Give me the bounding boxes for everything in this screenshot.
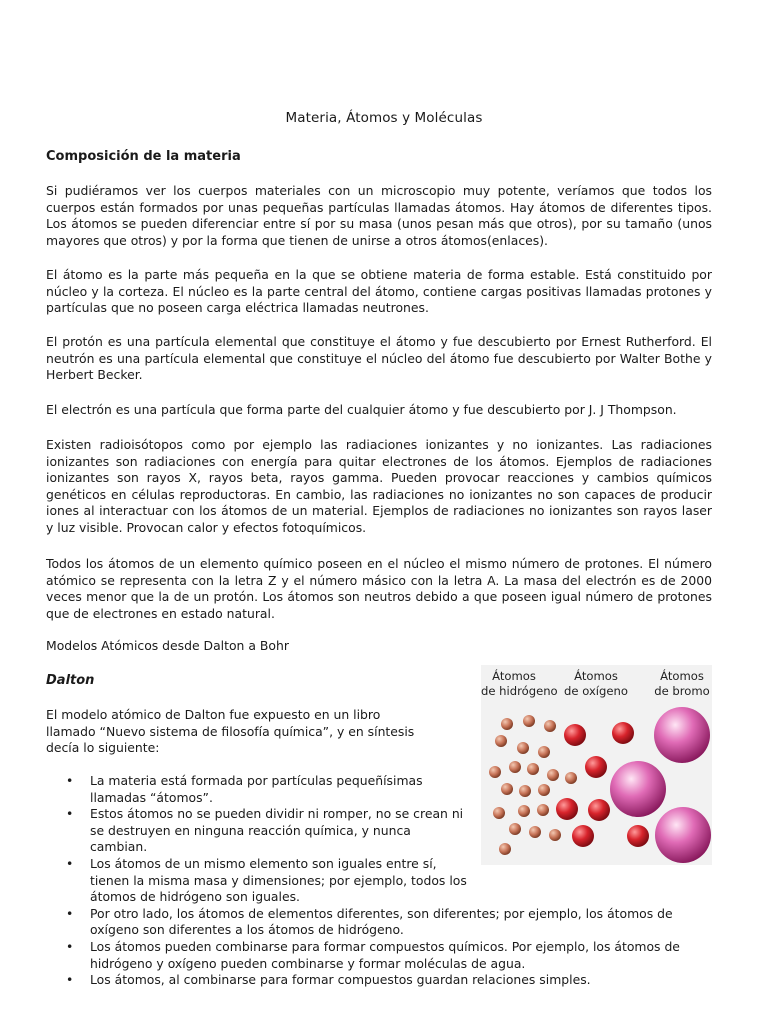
oxygen-label-line1: Átomos — [574, 669, 618, 683]
list-item: • Por otro lado, los átomos de elementos diferentes, son diferentes; por ejemplo, los átomos de oxígeno son diferentes a los átomos de hidrógeno. — [46, 906, 712, 939]
document-title: Materia, Átomos y Moléculas — [285, 110, 483, 126]
hydrogen-atom — [537, 804, 549, 816]
paragraph-radioisotopes: Existen radioisótopos como por ejemplo las radiaciones ionizantes y no ionizantes. Las radiaciones ionizantes son radiaciones con energía para quitar electrones de los átomos. Ejemplos de radiaciones ionizantes son rayos X, rayos beta, rayos gamma. Pueden provocar reacciones y cambios químicos genéticos en células reproductoras. En cambio, las radiaciones no ionizantes no son capaces de producir iones al interactuar con los átomos de un material. Ejemplos de radiaciones no ionizantes son rayos laser y luz visible. Provocan calor y efectos fotoquímicos. — [46, 437, 712, 535]
hydrogen-atom — [509, 761, 521, 773]
hydrogen-atom — [489, 766, 501, 778]
bromine-label-line1: Átomos — [660, 669, 704, 683]
hydrogen-atom — [549, 829, 561, 841]
hydrogen-label-line2: de hidrógeno — [481, 684, 558, 698]
hydrogen-atom — [538, 746, 550, 758]
list-item: • Estos átomos no se pueden dividir ni romper, no se crean ni se destruyen en ninguna reacción química, y nunca cambian. — [46, 806, 468, 856]
bromine-atom — [654, 707, 710, 763]
hydrogen-label-line1: Átomos — [492, 669, 536, 683]
oxygen-atom — [588, 799, 610, 821]
atoms-figure — [481, 665, 712, 865]
oxygen-atom — [612, 722, 634, 744]
hydrogen-atom — [544, 720, 556, 732]
hydrogen-atom — [517, 742, 529, 754]
hydrogen-atom — [501, 783, 513, 795]
hydrogen-atom — [527, 763, 539, 775]
paragraph-electron: El electrón es una partícula que forma parte del cualquier átomo y fue descubierto por J. J Thompson. — [46, 402, 677, 417]
hydrogen-atom — [493, 807, 505, 819]
oxygen-label-line2: de oxígeno — [564, 684, 628, 698]
bromine-label-line2: de bromo — [654, 684, 710, 698]
hydrogen-atom — [501, 718, 513, 730]
paragraph-composition: Si pudiéramos ver los cuerpos materiales con un microscopio muy potente, veríamos que todos los cuerpos están formados por unas pequeñas partículas llamadas átomos. Hay átomos de diferentes tipos. Los átomos se pueden diferenciar entre sí por su masa (unos pesan más que otros), por su tamaño (unos mayores que otros) y por la forma que tienen de unirse a otros átomos(enlaces). — [46, 183, 712, 248]
hydrogen-atom — [538, 784, 550, 796]
list-item: • Los átomos de un mismo elemento son iguales entre sí, tienen la misma masa y dimensiones; por ejemplo, todos los átomos de hidrógeno son iguales. — [46, 856, 468, 906]
bromine-atom — [610, 761, 666, 817]
models-heading: Modelos Atómicos desde Dalton a Bohr — [46, 638, 289, 653]
hydrogen-atom — [518, 805, 530, 817]
oxygen-atom — [556, 798, 578, 820]
oxygen-atom — [585, 756, 607, 778]
hydrogen-atom — [529, 826, 541, 838]
oxygen-atom — [564, 724, 586, 746]
hydrogen-atom — [509, 823, 521, 835]
section-heading: Composición de la materia — [46, 149, 241, 164]
oxygen-atom — [572, 825, 594, 847]
paragraph-proton-neutron: El protón es una partícula elemental que constituye el átomo y fue descubierto por Ernest Rutherford. El neutrón es una partícula elemental que constituye el núcleo del átomo fue descubierto por Walter Bothe y Herbert Becker. — [46, 334, 712, 383]
hydrogen-atom — [547, 769, 559, 781]
bromine-atom — [655, 807, 711, 863]
hydrogen-atom — [495, 735, 507, 747]
dalton-intro: El modelo atómico de Dalton fue expuesto en un libro llamado “Nuevo sistema de filosofía química”, y en síntesis decía lo siguiente: — [46, 707, 415, 756]
paragraph-atom: El átomo es la parte más pequeña en la que se obtiene materia de forma estable. Está constituido por núcleo y la corteza. El núcleo es la parte central del átomo, contiene cargas positivas llamadas protones y partículas que no poseen carga eléctrica llamadas neutrones. — [46, 267, 712, 316]
hydrogen-atom — [519, 785, 531, 797]
dalton-heading: Dalton — [46, 673, 95, 688]
hydrogen-atom — [499, 843, 511, 855]
list-item: • La materia está formada por partículas pequeñísimas llamadas “átomos”. — [46, 773, 468, 806]
hydrogen-atom — [523, 715, 535, 727]
list-item: • Los átomos pueden combinarse para formar compuestos químicos. Por ejemplo, los átomos de hidrógeno y oxígeno pueden combinarse y formar moléculas de agua. — [46, 939, 712, 972]
list-item: • Los átomos, al combinarse para formar compuestos guardan relaciones simples. — [46, 972, 712, 989]
hydrogen-atom — [565, 772, 577, 784]
oxygen-atom — [627, 825, 649, 847]
paragraph-atomic-number: Todos los átomos de un elemento químico poseen en el núcleo el mismo número de protones. El número atómico se representa con la letra Z y el número másico con la letra A. La masa del electrón es de 2000 veces menor que la de un protón. Los átomos son neutros debido a que poseen igual número de protones que de electrones en estado natural. — [46, 556, 712, 621]
atoms-illustration — [481, 665, 712, 865]
